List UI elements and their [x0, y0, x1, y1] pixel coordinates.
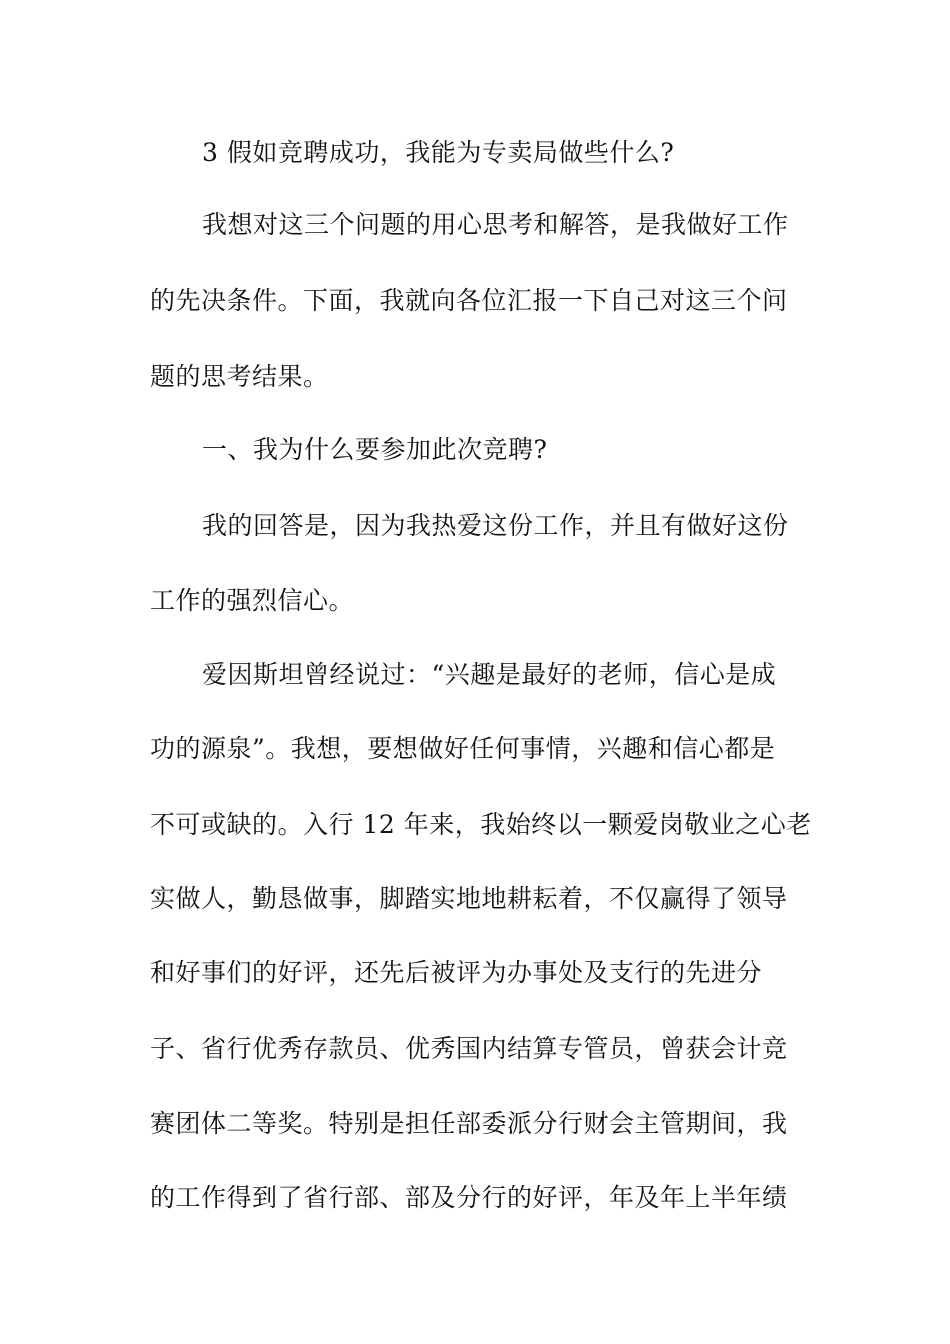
- text-line: 赛团体二等奖。特别是担任部委派分行财会主管期间，我: [150, 1109, 788, 1138]
- text-line: 的先决条件。下面，我就向各位汇报一下自己对这三个问: [150, 286, 788, 315]
- text-line: 功的源泉”。我想，要想做好任何事情，兴趣和信心都是: [150, 734, 776, 763]
- text-line: 我想对这三个问题的用心思考和解答，是我做好工作: [202, 210, 789, 239]
- text-line: 爱因斯坦曾经说过：“兴趣是最好的老师，信心是成: [202, 660, 777, 689]
- text-line: 实做人，勤恳做事，脚踏实地地耕耘着，不仅赢得了领导: [150, 884, 788, 913]
- text-line: 我的回答是，因为我热爱这份工作，并且有做好这份: [202, 511, 789, 540]
- text-line: 题的思考结果。: [150, 362, 329, 391]
- text-line: 子、省行优秀存款员、优秀国内结算专管员，曾获会计竞: [150, 1034, 788, 1063]
- text-line: 工作的强烈信心。: [150, 586, 355, 615]
- text-line: 不可或缺的。入行 12 年来，我始终以一颗爱岗敬业之心老: [150, 810, 812, 839]
- text-line: 和好事们的好评，还先后被评为办事处及支行的先进分: [150, 958, 763, 987]
- text-line: 3 假如竞聘成功，我能为专卖局做些什么?: [202, 138, 675, 167]
- text-line: 的工作得到了省行部、部及分行的好评，年及年上半年绩: [150, 1183, 788, 1212]
- text-line: 一、我为什么要参加此次竞聘?: [202, 435, 548, 464]
